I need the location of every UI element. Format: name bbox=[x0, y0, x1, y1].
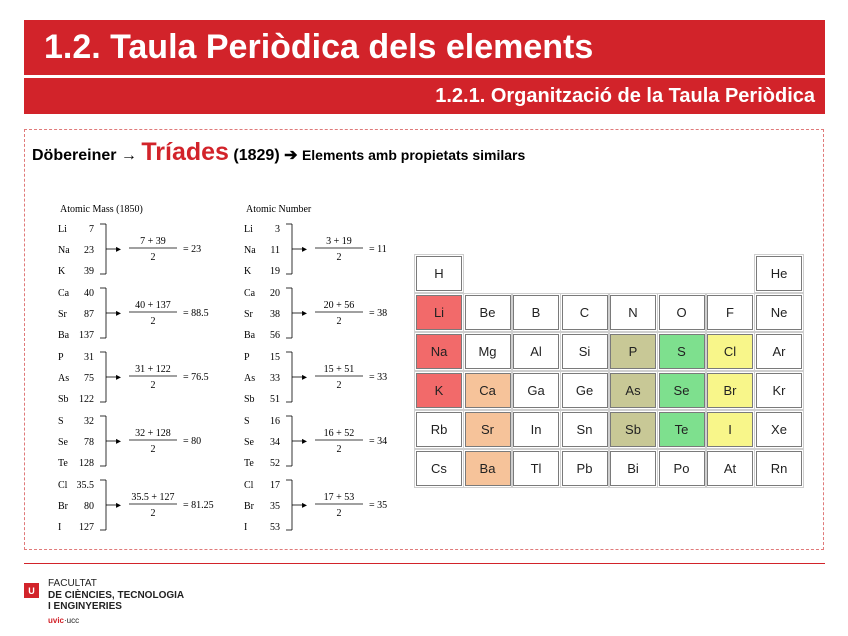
triad-element: Na bbox=[58, 245, 70, 256]
triad-divisor: 2 bbox=[336, 508, 342, 519]
element-cell-kr: Kr bbox=[756, 373, 802, 408]
element-cell-f: F bbox=[707, 295, 753, 330]
triad-value: 19 bbox=[270, 266, 280, 277]
triad-element: K bbox=[244, 266, 252, 277]
triad-value: 128 bbox=[79, 458, 94, 469]
triad-element: Sr bbox=[58, 309, 67, 320]
triad-divisor: 2 bbox=[150, 316, 156, 327]
triad-element: As bbox=[244, 373, 256, 384]
triad-value: 39 bbox=[84, 266, 94, 277]
number-header: Atomic Number bbox=[246, 204, 312, 215]
triad-element: Li bbox=[58, 224, 67, 235]
triad-arrow-icon: ▸ bbox=[116, 308, 122, 319]
triad-arrow-icon: ▸ bbox=[302, 436, 308, 447]
triad-value: 137 bbox=[79, 330, 94, 341]
triad-result: = 23 bbox=[183, 244, 202, 255]
triad-value: 38 bbox=[270, 309, 280, 320]
heading-arrow-2: ➔ bbox=[284, 147, 298, 164]
faculty-line-3: I ENGINYERIES bbox=[48, 601, 122, 612]
triad-sum: 35.5 + 127 bbox=[131, 492, 175, 503]
triad-result: = 34 bbox=[369, 436, 388, 447]
element-cell-be: Be bbox=[465, 295, 511, 330]
university-logo: U bbox=[24, 583, 39, 598]
element-cell-ge: Ge bbox=[562, 373, 608, 408]
triad-value: 51 bbox=[270, 394, 280, 405]
triad-result: = 11 bbox=[369, 244, 387, 255]
triad-arrow-icon: ▸ bbox=[302, 244, 308, 255]
triad-element: Ca bbox=[58, 288, 70, 299]
triad-divisor: 2 bbox=[150, 252, 156, 263]
element-cell-sn: Sn bbox=[562, 412, 608, 447]
triad-element: P bbox=[244, 352, 250, 363]
element-cell-ba: Ba bbox=[465, 451, 511, 486]
triad-value: 127 bbox=[79, 522, 94, 533]
triad-divisor: 2 bbox=[150, 444, 156, 455]
triad-sum: 31 + 122 bbox=[135, 364, 171, 375]
triad-arrow-icon: ▸ bbox=[116, 500, 122, 511]
triad-element: Cl bbox=[244, 480, 254, 491]
element-cell-al: Al bbox=[513, 334, 559, 369]
element-cell-tl: Tl bbox=[513, 451, 559, 486]
triad-value: 32 bbox=[84, 416, 94, 427]
triad-sum: 3 + 19 bbox=[326, 236, 352, 247]
heading-name: Döbereiner bbox=[32, 147, 117, 164]
triad-element: As bbox=[58, 373, 70, 384]
element-cell-i: I bbox=[707, 412, 753, 447]
triad-sum: 16 + 52 bbox=[323, 428, 355, 439]
triad-result: = 76.5 bbox=[183, 372, 209, 383]
triad-element: Ca bbox=[244, 288, 256, 299]
faculty-line-1: FACULTAT bbox=[48, 578, 97, 589]
triad-divisor: 2 bbox=[336, 316, 342, 327]
title-bar bbox=[24, 20, 825, 75]
triad-element: Br bbox=[58, 501, 68, 512]
footer-divider bbox=[24, 563, 825, 564]
triad-element: I bbox=[244, 522, 248, 533]
triad-value: 35 bbox=[270, 501, 280, 512]
heading-description: Elements amb propietats similars bbox=[301, 147, 526, 163]
triad-value: 15 bbox=[270, 352, 280, 363]
triad-element: I bbox=[58, 522, 62, 533]
triad-arrow-icon: ▸ bbox=[116, 244, 122, 255]
element-cell-po: Po bbox=[659, 451, 705, 486]
triad-element: Br bbox=[244, 501, 254, 512]
triad-divisor: 2 bbox=[336, 252, 342, 263]
heading-term: Tríades bbox=[141, 138, 229, 166]
triad-result: = 80 bbox=[183, 436, 202, 447]
uvic-brand-red: uvic bbox=[48, 616, 65, 625]
element-cell-rn: Rn bbox=[756, 451, 802, 486]
triad-element: K bbox=[58, 266, 66, 277]
triad-value: 35.5 bbox=[76, 480, 94, 491]
page-title: 1.2. Taula Periòdica dels elements bbox=[44, 28, 594, 66]
element-cell-at: At bbox=[707, 451, 753, 486]
triad-sum: 7 + 39 bbox=[140, 236, 166, 247]
triad-result: = 38 bbox=[369, 308, 388, 319]
triad-value: 31 bbox=[84, 352, 94, 363]
triad-value: 80 bbox=[84, 501, 94, 512]
element-cell-n: N bbox=[610, 295, 656, 330]
element-cell-b: B bbox=[513, 295, 559, 330]
triad-sum: 17 + 53 bbox=[323, 492, 355, 503]
uvic-brand bbox=[48, 616, 79, 625]
triad-value: 87 bbox=[84, 309, 94, 320]
triad-result: = 81.25 bbox=[183, 500, 214, 511]
triad-value: 40 bbox=[84, 288, 94, 299]
element-cell-br: Br bbox=[707, 373, 753, 408]
triad-value: 34 bbox=[270, 437, 280, 448]
triad-element: Li bbox=[244, 224, 253, 235]
triad-value: 56 bbox=[270, 330, 280, 341]
element-cell-ga: Ga bbox=[513, 373, 559, 408]
element-cell-mg: Mg bbox=[465, 334, 511, 369]
element-cell-cl: Cl bbox=[707, 334, 753, 369]
page-subtitle: 1.2.1. Organització de la Taula Periòdica bbox=[435, 85, 815, 107]
element-cell-sr: Sr bbox=[465, 412, 511, 447]
triad-result: = 35 bbox=[369, 500, 388, 511]
triad-value: 122 bbox=[79, 394, 94, 405]
subtitle-bar bbox=[24, 78, 825, 114]
element-cell-si: Si bbox=[562, 334, 608, 369]
triad-sum: 15 + 51 bbox=[323, 364, 355, 375]
triad-arrow-icon: ▸ bbox=[302, 500, 308, 511]
element-cell-k: K bbox=[416, 373, 462, 408]
triad-element: Sr bbox=[244, 309, 253, 320]
heading-arrow: → bbox=[120, 147, 137, 164]
element-cell-he: He bbox=[756, 256, 802, 291]
triad-element: Sb bbox=[58, 394, 69, 405]
triad-element: Na bbox=[244, 245, 256, 256]
element-cell-in: In bbox=[513, 412, 559, 447]
triad-value: 20 bbox=[270, 288, 280, 299]
triad-element: Ba bbox=[58, 330, 70, 341]
triad-element: Sb bbox=[244, 394, 255, 405]
triad-value: 52 bbox=[270, 458, 280, 469]
element-cell-sb: Sb bbox=[610, 412, 656, 447]
element-cell-bi: Bi bbox=[610, 451, 656, 486]
triad-element: Te bbox=[58, 458, 68, 469]
triad-value: 33 bbox=[270, 373, 280, 384]
triad-divisor: 2 bbox=[150, 508, 156, 519]
triad-divisor: 2 bbox=[336, 380, 342, 391]
element-cell-pb: Pb bbox=[562, 451, 608, 486]
element-cell-o: O bbox=[659, 295, 705, 330]
element-cell-s: S bbox=[659, 334, 705, 369]
triad-divisor: 2 bbox=[150, 380, 156, 391]
triad-value: 53 bbox=[270, 522, 280, 533]
triad-arrow-icon: ▸ bbox=[302, 372, 308, 383]
section-heading bbox=[32, 138, 525, 167]
triad-sum: 32 + 128 bbox=[135, 428, 171, 439]
triad-value: 75 bbox=[84, 373, 94, 384]
triad-value: 11 bbox=[270, 245, 280, 256]
element-cell-rb: Rb bbox=[416, 412, 462, 447]
triad-element: S bbox=[244, 416, 250, 427]
triad-element: Cl bbox=[58, 480, 68, 491]
triad-divisor: 2 bbox=[336, 444, 342, 455]
triad-sum: 20 + 56 bbox=[323, 300, 355, 311]
triad-result: = 88.5 bbox=[183, 308, 209, 319]
triad-value: 17 bbox=[270, 480, 280, 491]
element-cell-se: Se bbox=[659, 373, 705, 408]
triad-arrow-icon: ▸ bbox=[116, 436, 122, 447]
element-cell-ne: Ne bbox=[756, 295, 802, 330]
element-cell-as: As bbox=[610, 373, 656, 408]
faculty-line-2: DE CIÈNCIES, TECNOLOGIA bbox=[48, 589, 185, 601]
triad-value: 7 bbox=[89, 224, 94, 235]
triad-element: Se bbox=[58, 437, 68, 448]
element-cell-te: Te bbox=[659, 412, 705, 447]
triad-arrow-icon: ▸ bbox=[116, 372, 122, 383]
element-cell-cs: Cs bbox=[416, 451, 462, 486]
element-cell-h: H bbox=[416, 256, 462, 291]
triad-value: 3 bbox=[275, 224, 280, 235]
triad-element: Ba bbox=[244, 330, 256, 341]
element-cell-ca: Ca bbox=[465, 373, 511, 408]
faculty-name bbox=[48, 578, 184, 613]
triad-element: P bbox=[58, 352, 64, 363]
element-cell-c: C bbox=[562, 295, 608, 330]
element-cell-xe: Xe bbox=[756, 412, 802, 447]
triad-arrow-icon: ▸ bbox=[302, 308, 308, 319]
triads-figure bbox=[50, 198, 400, 543]
element-cell-li: Li bbox=[416, 295, 462, 330]
element-cell-na: Na bbox=[416, 334, 462, 369]
triad-result: = 33 bbox=[369, 372, 388, 383]
mass-header: Atomic Mass (1850) bbox=[60, 204, 143, 215]
triad-value: 78 bbox=[84, 437, 94, 448]
triad-value: 23 bbox=[84, 245, 94, 256]
triad-element: Te bbox=[244, 458, 254, 469]
heading-year: (1829) bbox=[233, 147, 280, 164]
uvic-brand-rest: ·ucc bbox=[64, 616, 80, 625]
triad-sum: 40 + 137 bbox=[135, 300, 171, 311]
triad-element: Se bbox=[244, 437, 254, 448]
element-cell-ar: Ar bbox=[756, 334, 802, 369]
element-cell-p: P bbox=[610, 334, 656, 369]
triad-value: 16 bbox=[270, 416, 280, 427]
triad-element: S bbox=[58, 416, 64, 427]
